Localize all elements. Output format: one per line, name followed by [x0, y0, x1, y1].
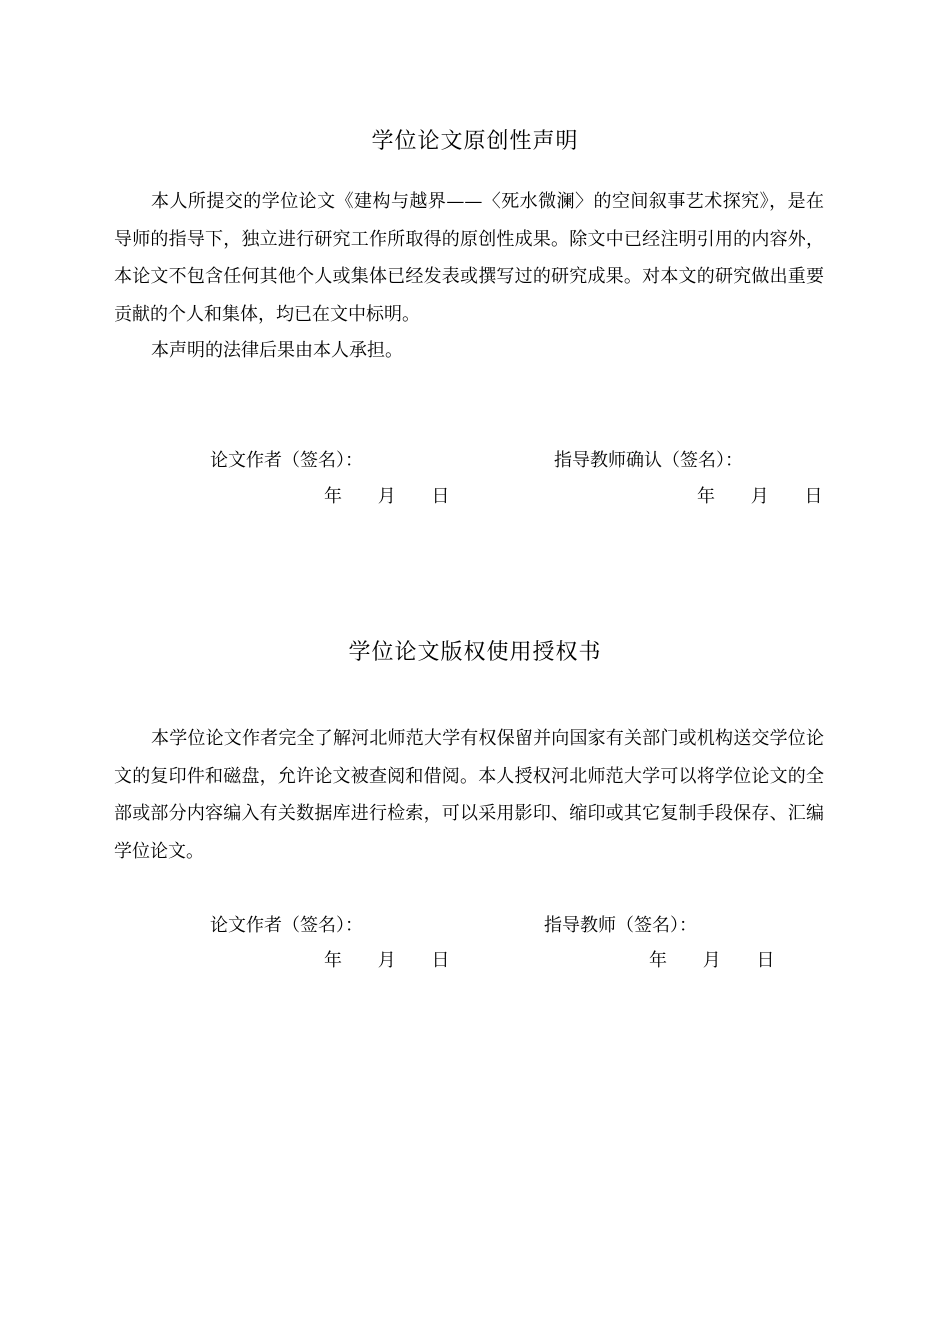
- month-label: 月: [750, 486, 769, 507]
- originality-paragraph: 本人所提交的学位论文《建构与越界——〈死水微澜〉的空间叙事艺术探究》，是在导师的指导下，独立进行研究工作所取得的原创性成果。除文中已经注明引用的内容外，本论文不包含任何其他个人或集体已经发表或撰写过的研究成果。对本文的研究做出重要贡献的个人和集体，均已在文中标明。: [114, 191, 824, 325]
- liability-paragraph: 本声明的法律后果由本人承担。: [151, 340, 403, 361]
- copyright-paragraph: 本学位论文作者完全了解河北师范大学有权保留并向国家有关部门或机构送交学位论文的复印件和磁盘，允许论文被查阅和借阅。本人授权河北师范大学可以将学位论文的全部或部分内容编入有关数据库进行检索，可以采用影印、缩印或其它复制手段保存、汇编学位论文。: [114, 728, 824, 862]
- day-label: 日: [431, 950, 450, 971]
- advisor-date: [697, 482, 822, 508]
- author-date-2: [324, 946, 449, 972]
- advisor-signature-label-2: 指导教师（签名）：: [544, 915, 697, 936]
- year-label: 年: [697, 486, 715, 507]
- originality-title: 学位论文原创性声明: [371, 129, 579, 154]
- year-label: 年: [649, 950, 667, 971]
- day-label: 日: [756, 950, 775, 971]
- author-date: [324, 482, 449, 508]
- month-label: 月: [377, 486, 396, 507]
- day-label: 日: [804, 486, 823, 507]
- copyright-title: 学位论文版权使用授权书: [348, 640, 602, 665]
- author-signature-label: 论文作者（签名）：: [210, 450, 363, 471]
- year-label: 年: [324, 486, 342, 507]
- advisor-date-2: [649, 946, 774, 972]
- year-label: 年: [324, 950, 342, 971]
- month-label: 月: [702, 950, 721, 971]
- advisor-confirm-signature-label: 指导教师确认（签名）：: [554, 450, 743, 471]
- day-label: 日: [431, 486, 450, 507]
- month-label: 月: [377, 950, 396, 971]
- author-signature-label-2: 论文作者（签名）：: [210, 915, 363, 936]
